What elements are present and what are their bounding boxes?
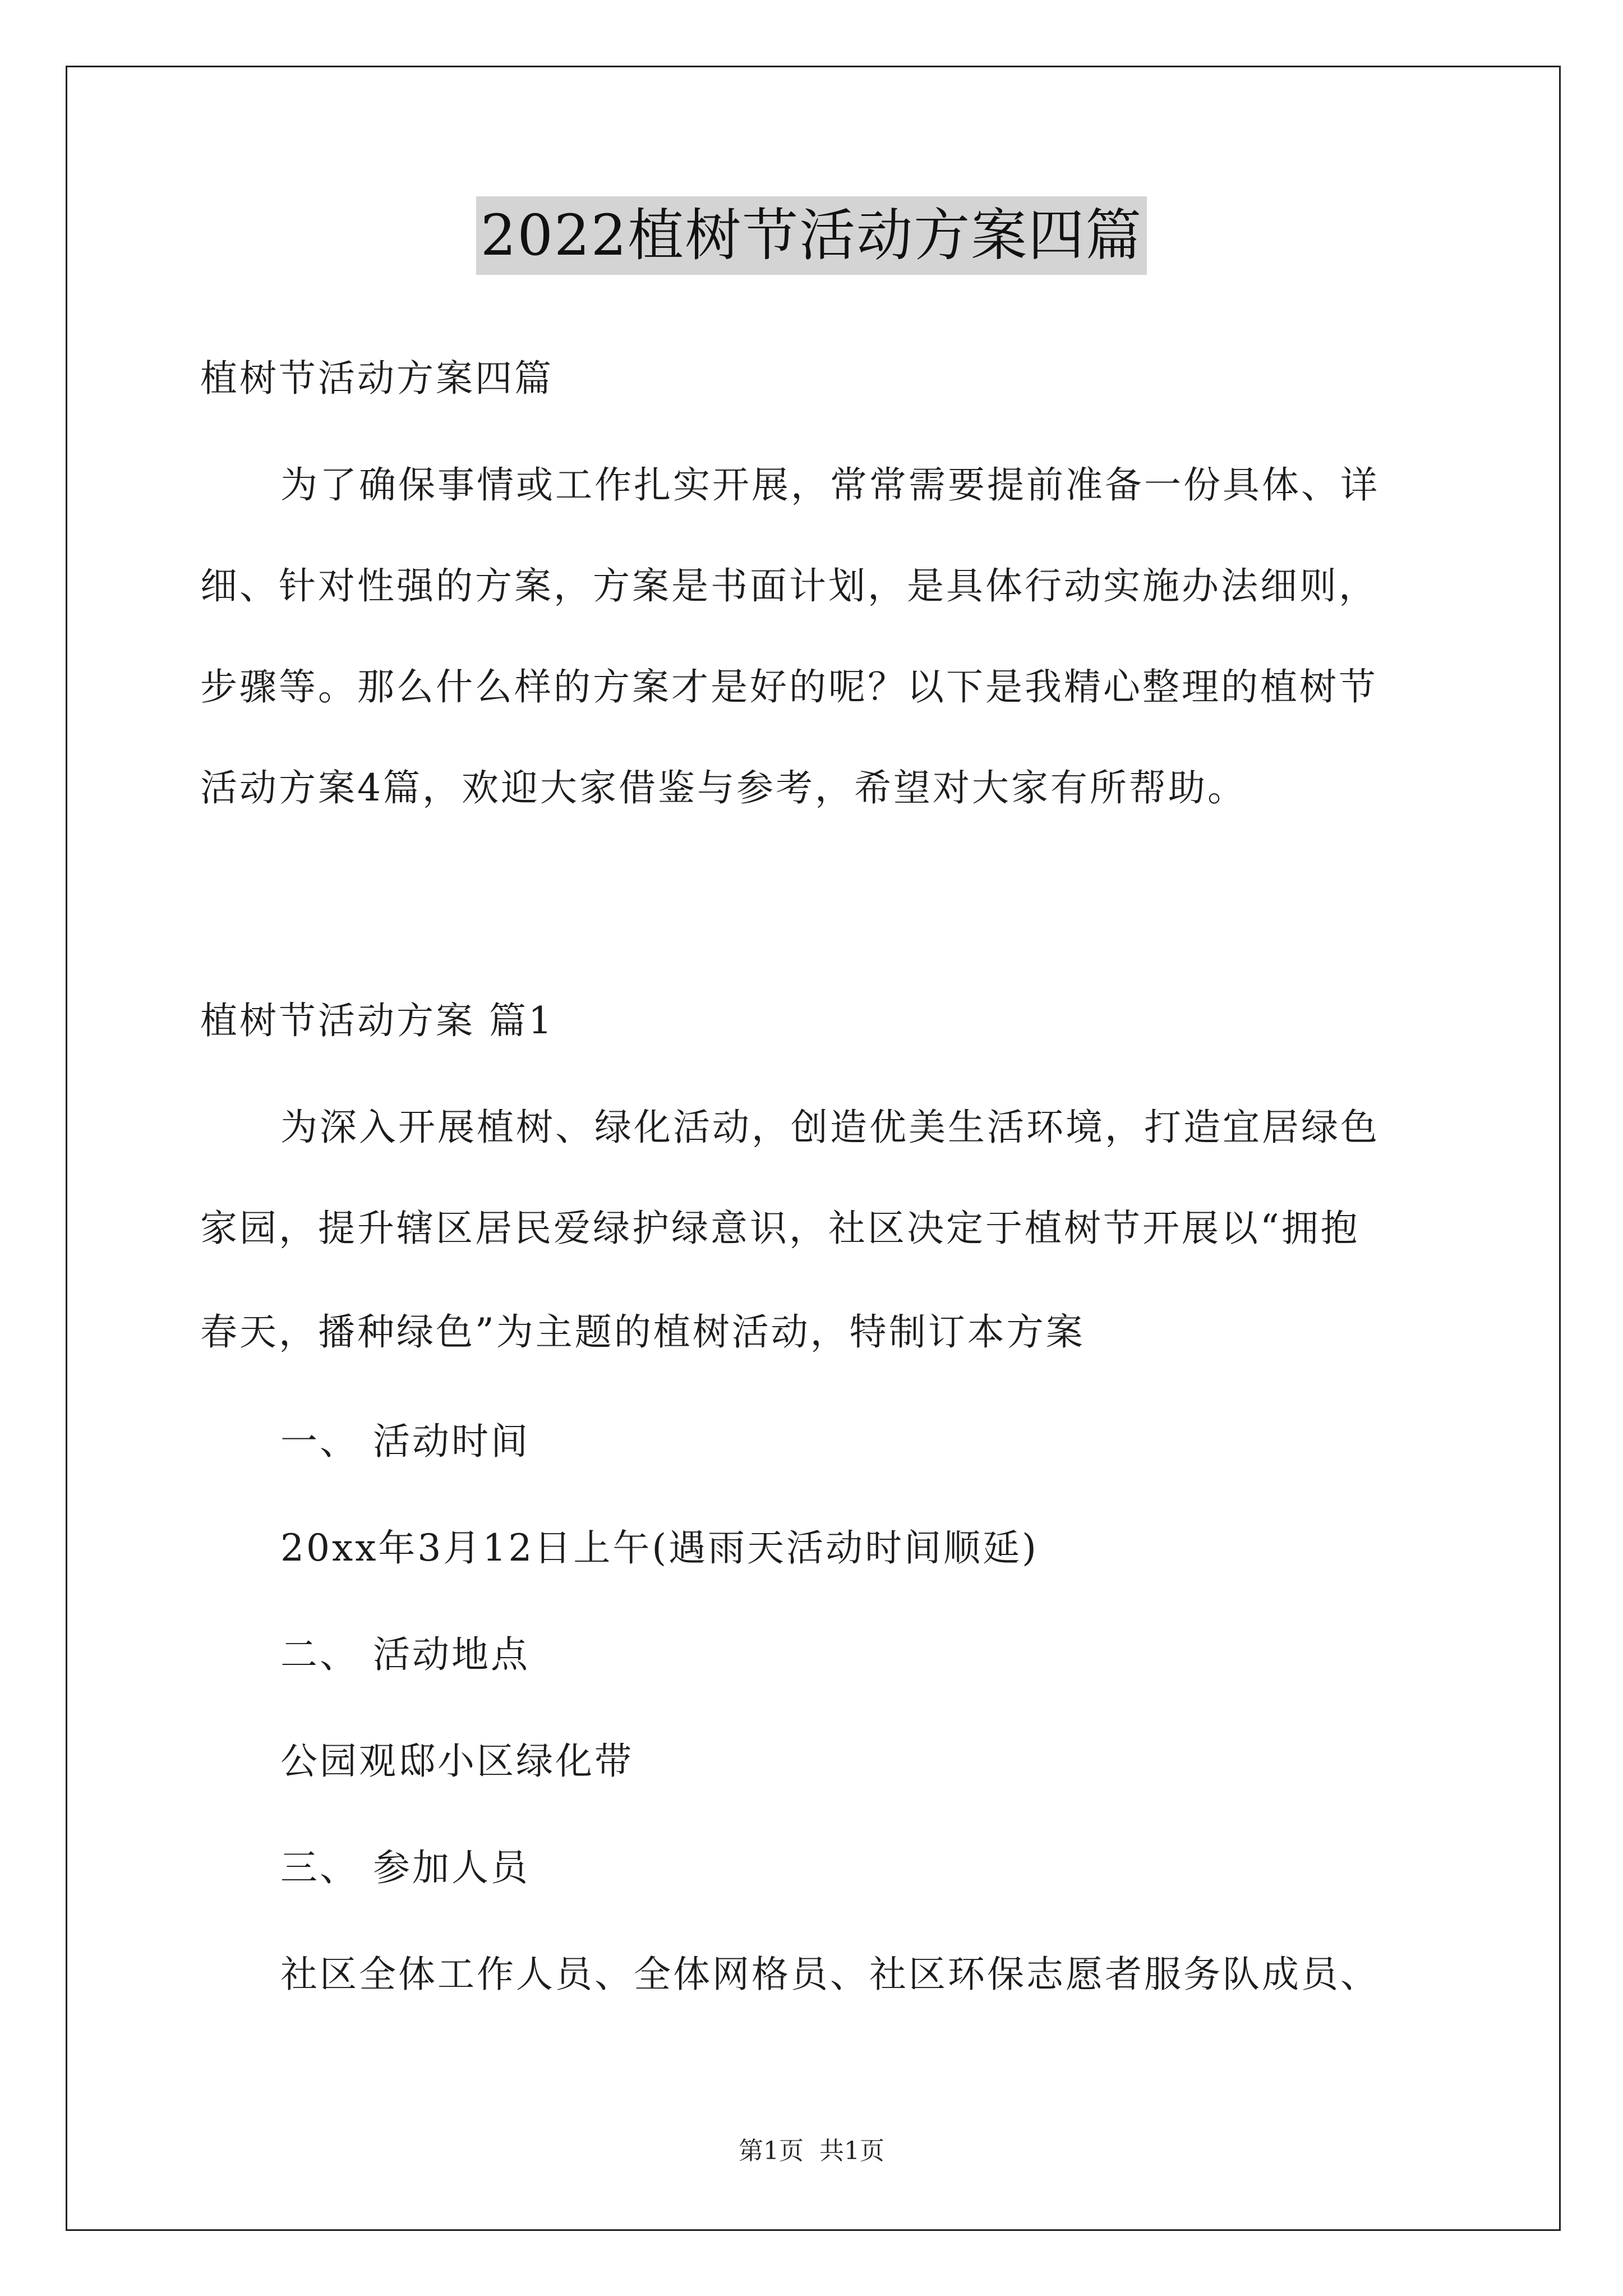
paragraph-line: 活动方案4篇，欢迎大家借鉴与参考，希望对大家有所帮助。 (200, 766, 1247, 809)
paragraph-line: 为了确保事情或工作扎实开展，常常需要提前准备一份具体、详 (280, 463, 1380, 507)
document-title: 2022植树节活动方案四篇 (476, 196, 1147, 275)
list-heading: 二、 活动地点 (280, 1633, 530, 1676)
subtitle: 植树节活动方案四篇 (200, 357, 554, 400)
title-container (0, 196, 1623, 275)
page-footer (0, 2134, 1623, 2168)
paragraph-line: 社区全体工作人员、全体网格员、社区环保志愿者服务队成员、 (280, 1953, 1380, 1996)
page-total: 共1页 (819, 2137, 884, 2165)
paragraph-line: 为深入开展植树、绿化活动，创造优美生活环境，打造宜居绿色 (280, 1106, 1380, 1149)
section-heading: 植树节活动方案 篇1 (200, 999, 554, 1042)
paragraph-line: 20xx年3月12日上午(遇雨天活动时间顺延) (280, 1526, 1039, 1570)
paragraph-line: 春天，播种绿色”为主题的植树活动，特制订本方案 (200, 1310, 1085, 1354)
list-heading: 三、 参加人员 (280, 1846, 530, 1889)
paragraph-line: 公园观邸小区绿化带 (280, 1740, 634, 1783)
list-heading: 一、 活动时间 (280, 1420, 530, 1463)
paragraph-line: 家园，提升辖区居民爱绿护绿意识，社区决定于植树节开展以“拥抱 (200, 1207, 1360, 1250)
page-number: 第1页 (739, 2137, 804, 2165)
paragraph-line: 细、针对性强的方案，方案是书面计划，是具体行动实施办法细则， (200, 564, 1378, 608)
paragraph-line: 步骤等。那么什么样的方案才是好的呢？以下是我精心整理的植树节 (200, 665, 1378, 708)
